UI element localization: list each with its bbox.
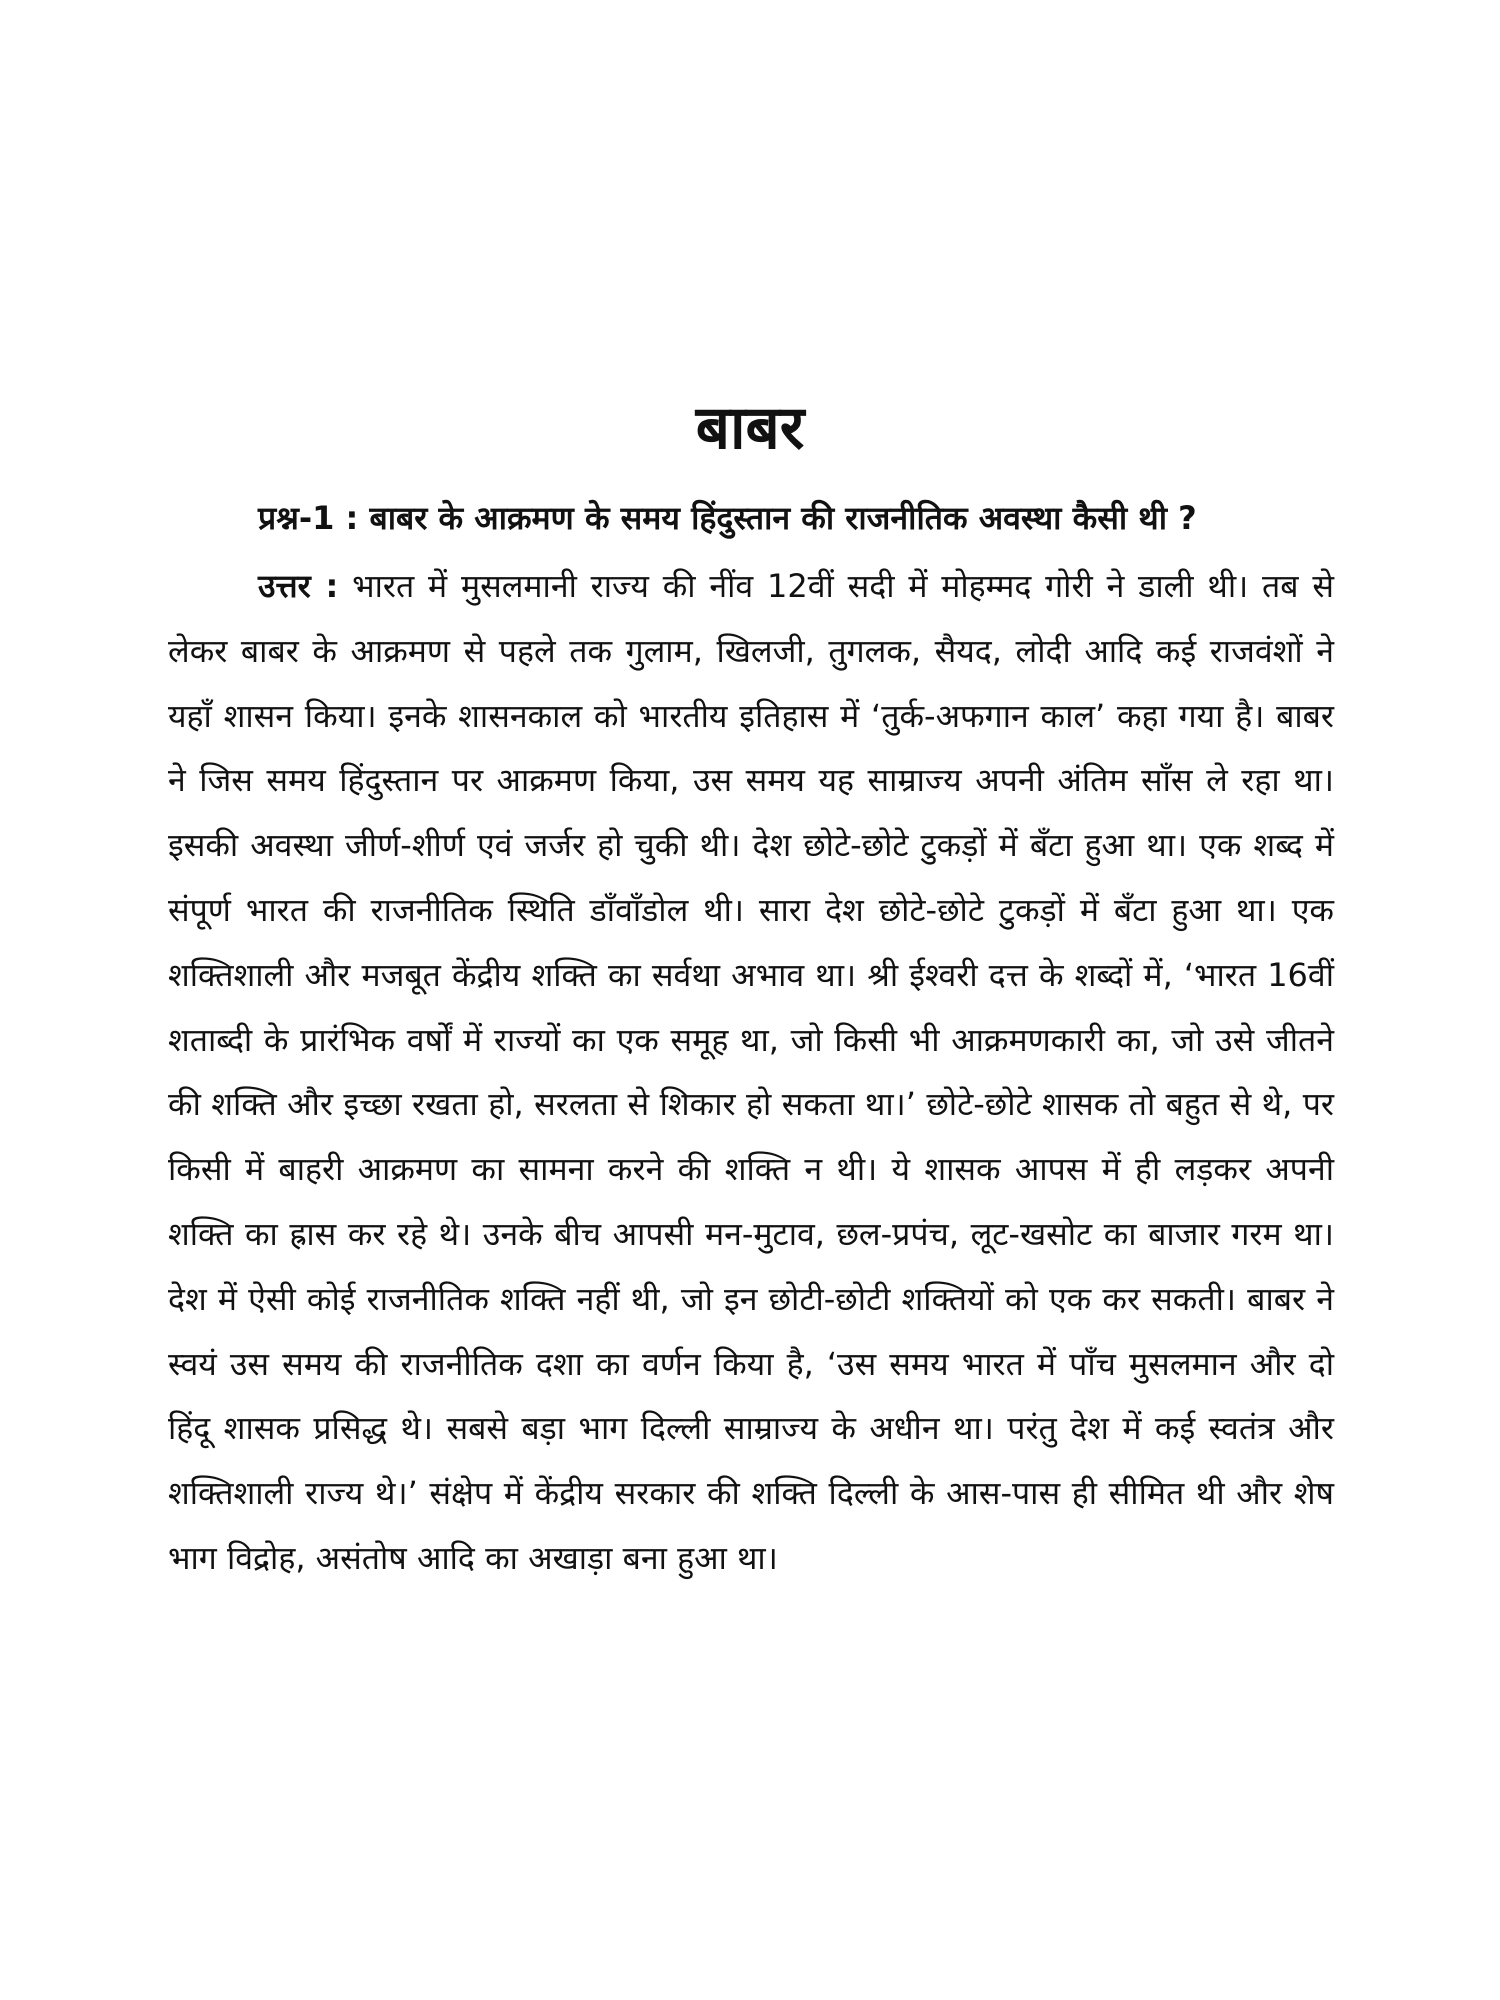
answer-text: भारत में मुसलमानी राज्य की नींव 12वीं सदी में मोहम्मद गोरी ने डाली थी। तब से लेकर बाबर के आक्रमण से पहले तक गुलाम, खिलजी, तुगलक, सैयद, लोदी आदि कई राजवंशों ने यहाँ शासन किया। इनके शासनकाल को भारतीय इतिहास में ‘तुर्क-अफगान काल’ कहा गया है। बाबर ने जिस समय हिंदुस्तान पर आक्रमण किया, उस समय यह साम्राज्य अपनी अंतिम साँस ले रहा था। इसकी अवस्था जीर्ण-शीर्ण एवं जर्जर हो चुकी थी। देश छोटे-छोटे टुकड़ों में बँटा हुआ था। एक शब्द में संपूर्ण भारत की राजनीतिक स्थिति डाँवाँडोल थी। सारा देश छोटे-छोटे टुकड़ों में बँटा हुआ था। एक शक्तिशाली और मजबूत केंद्रीय शक्ति का सर्वथा अभाव था। श्री ईश्वरी दत्त के शब्दों में, ‘भारत 16वीं शताब्दी के प्रारंभिक वर्षों में राज्यों का एक समूह था, जो किसी भी आक्रमणकारी का, जो उसे जीतने की शक्ति और इच्छा रखता हो, सरलता से शिकार हो सकता था।’ छोटे-छोटे शासक तो बहुत से थे, पर किसी में बाहरी आक्रमण का सामना करने की शक्ति न थी। ये शासक आपस में ही लड़कर अपनी शक्ति का ह्रास कर रहे थे। उनके बीच आपसी मन-मुटाव, छल-प्रपंच, लूट-खसोट का बाजार गरम था। देश में ऐसी कोई राजनीतिक शक्ति नहीं थी, जो इन छोटी-छोटी शक्तियों को एक कर सकती। बाबर ने स्वयं उस समय की राजनीतिक दशा का वर्णन किया है, ‘उस समय भारत में पाँच मुसलमान और दो हिंदू शासक प्रसिद्ध थे। सबसे बड़ा भाग दिल्ली साम्राज्य के अधीन था। परंतु देश में कई स्वतंत्र और शक्तिशाली राज्य थे।’ संक्षेप में केंद्रीय सरकार की शक्ति दिल्ली के आस-पास ही सीमित थी और शेष भाग विद्रोह, असंतोष आदि का अखाड़ा बना हुआ था। bbox=[168, 567, 1334, 1577]
answer-label: उत्तर : bbox=[258, 567, 339, 605]
question-label: प्रश्न-1 : bbox=[258, 499, 359, 537]
answer-paragraph bbox=[168, 554, 1334, 1591]
page-content bbox=[168, 488, 1334, 1591]
question-paragraph bbox=[168, 488, 1334, 548]
question-text: बाबर के आक्रमण के समय हिंदुस्तान की राजनीतिक अवस्था कैसी थी ? bbox=[369, 499, 1197, 537]
chapter-title: बाबर bbox=[695, 393, 805, 464]
